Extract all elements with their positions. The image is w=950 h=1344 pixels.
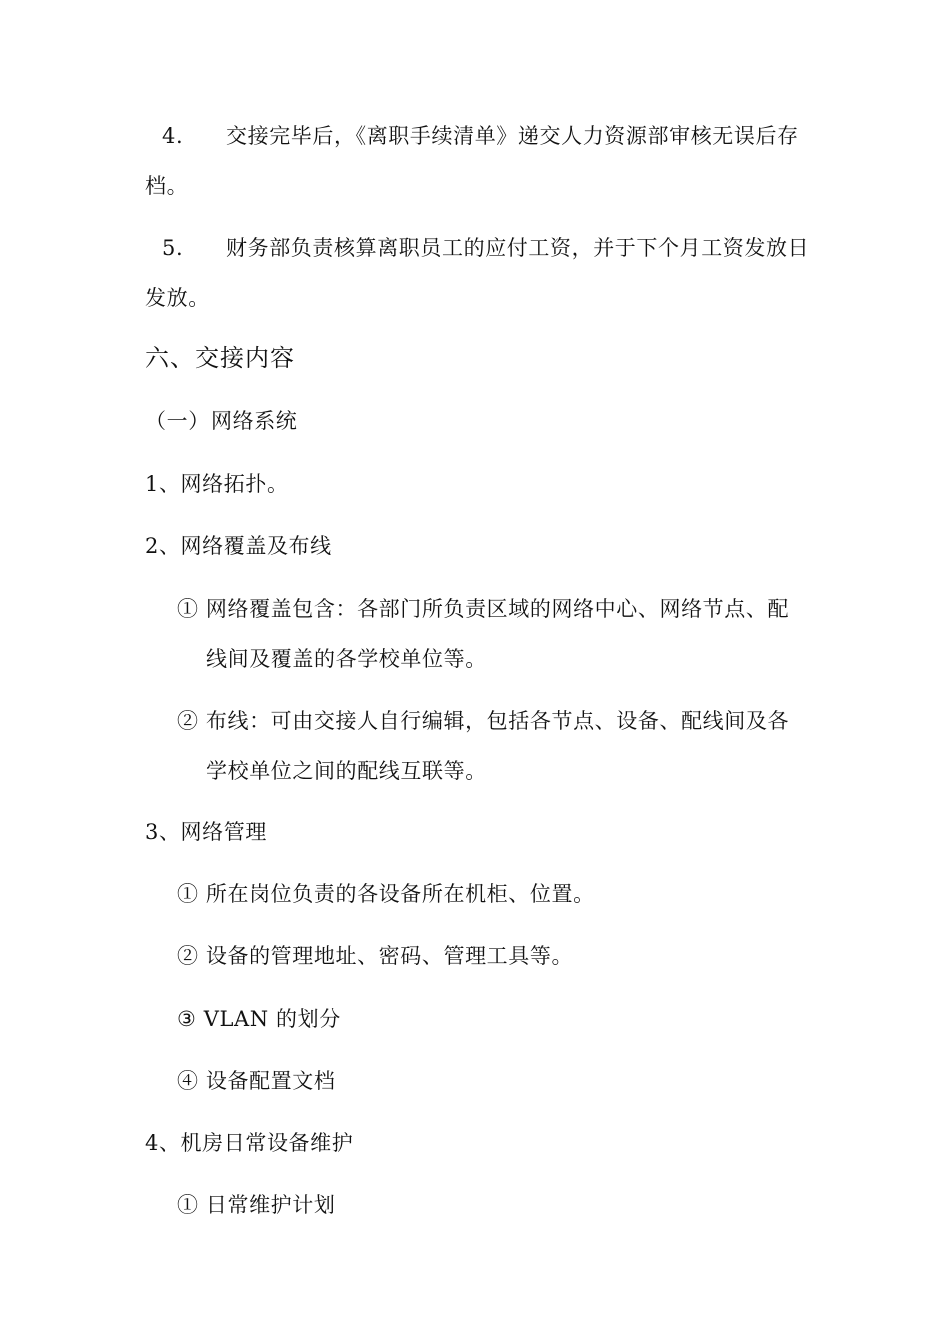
item-5-number: 5.	[162, 236, 184, 260]
subsection-title: 网络系统	[211, 409, 298, 433]
entry-1: 1、网络拓扑。	[145, 472, 289, 496]
item-5-line-1	[162, 234, 809, 262]
entry-2-sub-1-line-1: ① 网络覆盖包含：各部门所负责区域的网络中心、网络节点、配	[177, 597, 790, 621]
item-4-text: 交接完毕后，《离职手续清单》递交人力资源部审核无误后存	[226, 124, 799, 148]
entry-3-sub-1: ① 所在岗位负责的各设备所在机柜、位置。	[177, 882, 595, 906]
entry-4: 4、机房日常设备维护	[145, 1131, 354, 1155]
section-title: 六、交接内容	[145, 344, 295, 372]
entry-3-sub-3: ③ VLAN 的划分	[177, 1007, 341, 1031]
entry-3-sub-4: ④ 设备配置文档	[177, 1069, 336, 1093]
subsection-heading	[145, 407, 297, 435]
entry-2-sub-1-line-2: 线间及覆盖的各学校单位等。	[206, 647, 487, 671]
entry-3-sub-2: ② 设备的管理地址、密码、管理工具等。	[177, 944, 574, 968]
item-4-line-2: 档。	[145, 174, 189, 198]
item-5-text: 财务部负责核算离职员工的应付工资，并于下个月工资发放日	[226, 236, 810, 260]
entry-2: 2、网络覆盖及布线	[145, 534, 332, 558]
entry-2-sub-2-line-2: 学校单位之间的配线互联等。	[206, 759, 487, 783]
item-4-line-1	[162, 122, 799, 150]
entry-4-sub-1: ① 日常维护计划	[177, 1193, 336, 1217]
item-4-number: 4.	[162, 124, 184, 148]
item-5-line-2: 发放。	[145, 286, 210, 310]
subsection-marker: （一）	[145, 409, 210, 433]
entry-2-sub-2-line-1: ② 布线：可由交接人自行编辑，包括各节点、设备、配线间及各	[177, 709, 790, 733]
entry-3: 3、网络管理	[145, 820, 267, 844]
